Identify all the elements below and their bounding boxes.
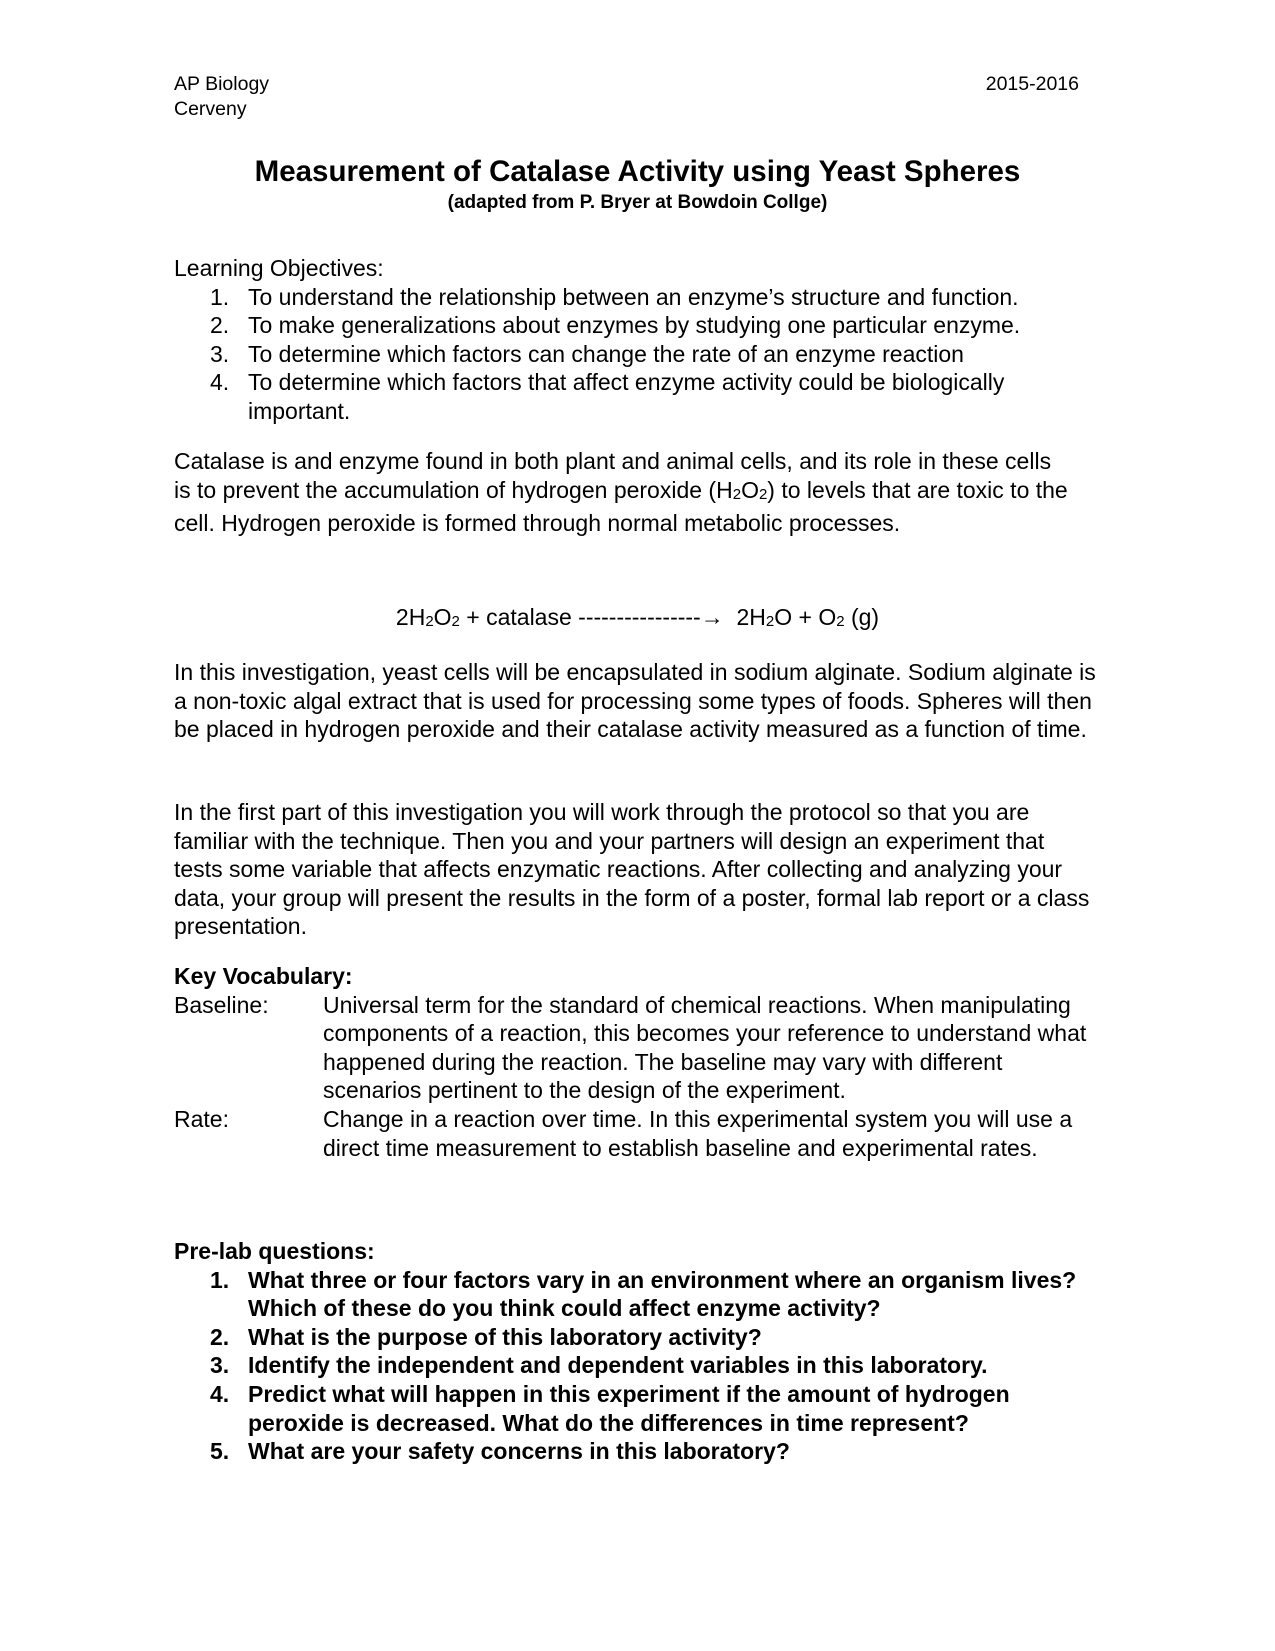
list-item-text: To determine which factors can change the rate of an enzyme reaction	[248, 340, 964, 367]
list-item-text: To understand the relationship between an enzyme’s structure and function.	[248, 283, 1019, 310]
list-item-text: Predict what will happen in this experiment if the amount of hydrogen peroxide is decreased. What do the differences in time represent?	[248, 1380, 1010, 1436]
equation-part: + catalase ----------------	[459, 604, 701, 630]
list-item	[174, 1351, 1099, 1380]
list-item-text: What three or four factors vary in an environment where an organism lives? Which of these do you think could affect enzyme activity?	[248, 1266, 1077, 1322]
investigation-paragraph: In this investigation, yeast cells will be encapsulated in sodium alginate. Sodium alginate is a non-toxic algal extract that is used for processing some types of foods. Spheres will then be placed in hydrogen peroxide and their catalase activity measured as a function of time.	[174, 659, 1096, 743]
subscript: 2	[758, 485, 768, 503]
subscript: 2	[732, 485, 742, 503]
list-item-text: To make generalizations about enzymes by studying one particular enzyme.	[248, 312, 1021, 339]
prelab-questions-section	[174, 1237, 1099, 1466]
list-number: 5.	[210, 1438, 230, 1465]
list-item-text: Identify the independent and dependent variables in this laboratory.	[248, 1352, 988, 1379]
document-title: Measurement of Catalase Activity using Yeast Spheres	[254, 155, 1021, 188]
list-item-text: To determine which factors that affect enzyme activity could be biologically important.	[248, 369, 1005, 424]
course-name: AP Biology	[174, 73, 270, 95]
vocab-term: Rate:	[174, 1105, 229, 1132]
list-item	[174, 1266, 1099, 1323]
equation-part: O	[433, 604, 452, 630]
list-item	[174, 283, 1104, 312]
learning-objectives-heading: Learning Objectives:	[174, 255, 384, 281]
key-vocabulary-section	[174, 962, 1099, 1162]
intro-text: ) to levels that are toxic to the cell. Hydrogen peroxide is formed through normal metabolic processes.	[174, 476, 1068, 537]
subscript: 2	[425, 613, 434, 630]
prelab-questions-list	[174, 1266, 1099, 1466]
vocab-item	[174, 1105, 1099, 1162]
vocab-definition: Change in a reaction over time. In this experimental system you will use a direct time measurement to establish baseline and experimental rates.	[323, 1105, 1073, 1161]
list-item	[174, 311, 1104, 340]
subscript: 2	[451, 613, 460, 630]
list-number: 2.	[210, 1323, 230, 1350]
list-item-text: What is the purpose of this laboratory activity?	[248, 1323, 762, 1350]
intro-paragraph	[174, 447, 1074, 538]
equation-part: O + O	[774, 604, 837, 630]
teacher-name: Cerveny	[174, 98, 247, 120]
header-left	[174, 72, 269, 122]
prelab-heading: Pre-lab questions:	[174, 1238, 375, 1264]
list-number: 4.	[210, 1380, 230, 1407]
vocab-term: Baseline:	[174, 991, 269, 1018]
list-number: 1.	[210, 1266, 230, 1293]
intro-text: Catalase is and enzyme found in both plant and animal cells, and its role in these cells is to prevent the accumulation of hydrogen peroxide (H	[174, 448, 1052, 503]
school-year: 2015-2016	[985, 73, 1079, 95]
equation-part: 2H	[723, 604, 766, 630]
reaction-equation	[0, 603, 1275, 636]
learning-objectives-section	[174, 254, 1104, 426]
list-number: 3.	[210, 340, 230, 367]
list-item	[174, 1437, 1099, 1466]
document-subtitle: (adapted from P. Bryer at Bowdoin Collge)	[447, 192, 828, 213]
list-item	[174, 340, 1104, 369]
list-number: 4.	[210, 369, 230, 396]
list-item	[174, 1380, 1099, 1437]
key-vocabulary-heading: Key Vocabulary:	[174, 963, 353, 989]
procedure-overview-paragraph: In the first part of this investigation you will work through the protocol so that you are familiar with the technique. Then you and your partners will design an experiment that tests some variable that affects enzymatic reactions. After collecting and analyzing your data, your group will present the results in the form of a poster, formal lab report or a class presentation.	[174, 799, 1090, 940]
equation-part: (g)	[844, 604, 880, 630]
list-number: 2.	[210, 312, 230, 339]
equation-part: 2H	[395, 604, 426, 630]
arrow-icon: →	[700, 604, 724, 630]
vocab-item	[174, 991, 1099, 1105]
subscript: 2	[836, 613, 845, 630]
subscript: 2	[765, 613, 775, 630]
list-item	[174, 368, 1104, 425]
list-number: 3.	[210, 1352, 230, 1379]
list-number: 1.	[210, 283, 230, 310]
list-item	[174, 1323, 1099, 1352]
vocab-definition: Universal term for the standard of chemical reactions. When manipulating components of a reaction, this becomes your reference to understand what happened during the reaction. The baseline may vary with different scenarios pertinent to the design of the experiment.	[323, 991, 1087, 1104]
list-item-text: What are your safety concerns in this laboratory?	[248, 1438, 790, 1465]
intro-text: O	[741, 476, 759, 503]
learning-objectives-list	[174, 283, 1104, 426]
